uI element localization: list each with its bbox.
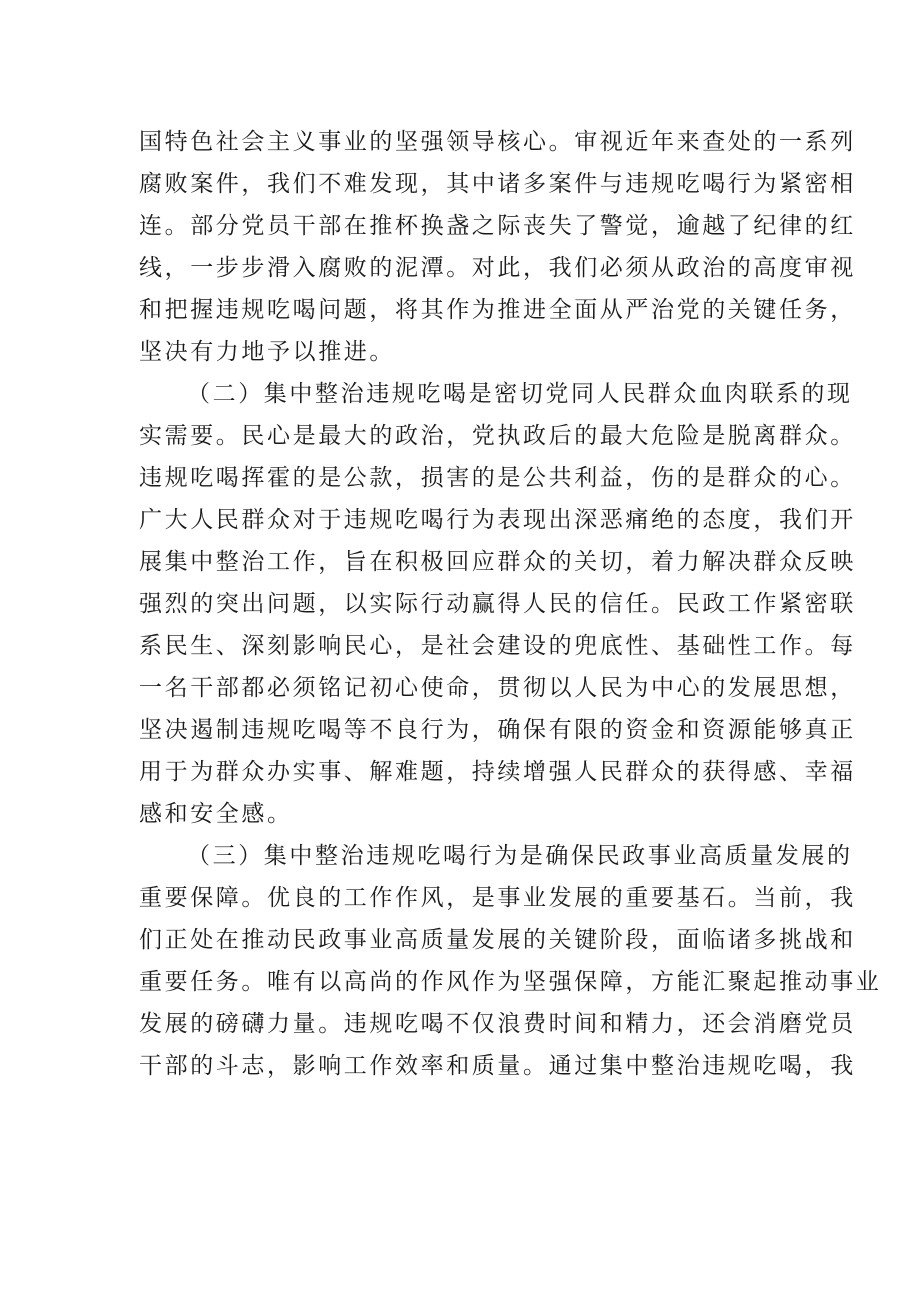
text-line: 国特色社会主义事业的坚强领导核心。审视近年来查处的一系列 [139, 129, 856, 155]
text-line: 强烈的突出问题，以实际行动赢得人民的信任。民政工作紧密联 [139, 591, 856, 617]
text-line: 系民生、深刻影响民心，是社会建设的兜底性、基础性工作。每 [139, 633, 856, 659]
text-line: 违规吃喝挥霍的是公款，损害的是公共利益，伤的是群众的心。 [139, 465, 856, 491]
section-heading-line: （二）集中整治违规吃喝是密切党同人民群众血肉联系的现 [187, 381, 853, 407]
text-line: 展集中整治工作，旨在积极回应群众的关切，着力解决群众反映 [139, 549, 856, 575]
text-line: 线，一步步滑入腐败的泥潭。对此，我们必须从政治的高度审视 [139, 255, 856, 281]
text-line: 坚决遏制违规吃喝等不良行为，确保有限的资金和资源能够真正 [139, 717, 856, 743]
text-line: 连。部分党员干部在推杯换盏之际丧失了警觉，逾越了纪律的红 [139, 213, 856, 239]
text-line: 们正处在推动民政事业高质量发展的关键阶段，面临诸多挑战和 [139, 927, 856, 953]
text-line: 一名干部都必须铭记初心使命，贯彻以人民为中心的发展思想， [139, 675, 856, 701]
section-heading-line: （三）集中整治违规吃喝行为是确保民政事业高质量发展的 [187, 843, 853, 869]
text-line: 感和安全感。 [139, 801, 293, 827]
text-line: 干部的斗志，影响工作效率和质量。通过集中整治违规吃喝，我 [139, 1053, 856, 1079]
text-line: 用于为群众办实事、解难题，持续增强人民群众的获得感、幸福 [139, 759, 856, 785]
text-line: 和把握违规吃喝问题，将其作为推进全面从严治党的关键任务， [139, 297, 856, 323]
text-line: 腐败案件，我们不难发现，其中诸多案件与违规吃喝行为紧密相 [139, 171, 856, 197]
text-line: 广大人民群众对于违规吃喝行为表现出深恶痛绝的态度，我们开 [139, 507, 856, 533]
text-line: 重要任务。唯有以高尚的作风作为坚强保障，方能汇聚起推动事业 [139, 969, 882, 995]
text-line: 实需要。民心是最大的政治，党执政后的最大危险是脱离群众。 [139, 423, 856, 449]
text-line: 重要保障。优良的工作作风，是事业发展的重要基石。当前，我 [139, 885, 856, 911]
text-line: 坚决有力地予以推进。 [139, 339, 395, 365]
text-line: 发展的磅礴力量。违规吃喝不仅浪费时间和精力，还会消磨党员 [139, 1011, 856, 1037]
